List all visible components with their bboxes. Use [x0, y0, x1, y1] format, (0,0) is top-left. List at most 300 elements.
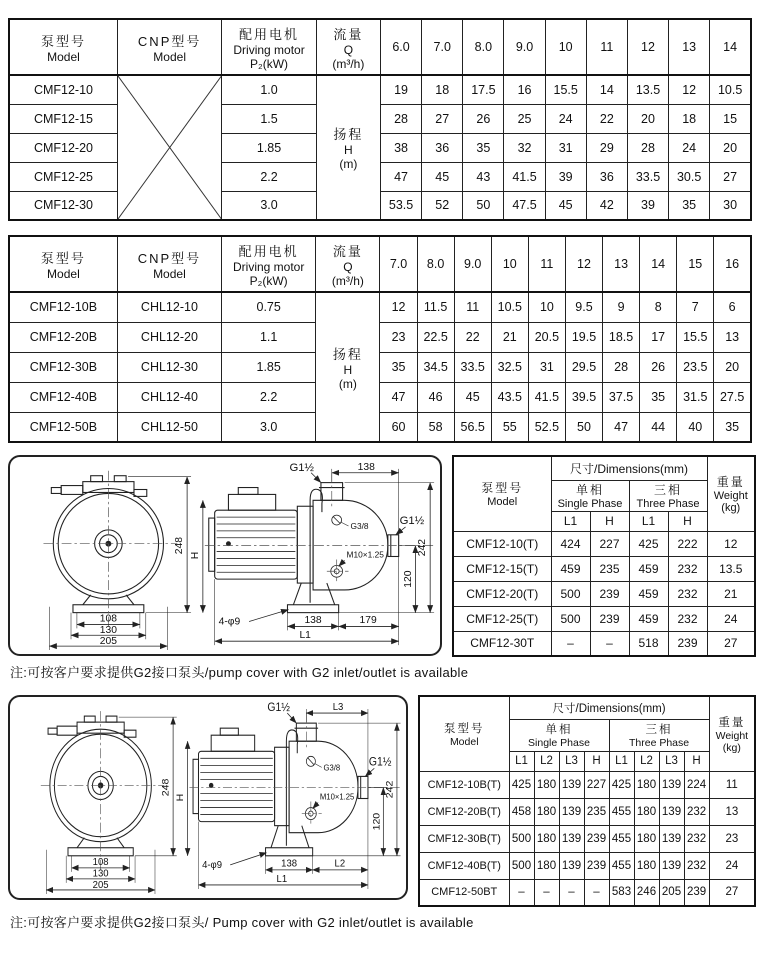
value-cell: 37.5 [603, 382, 640, 412]
t3-row [453, 531, 755, 556]
cross-out-x-icon [118, 76, 221, 219]
cnp-cell: CHL12-20 [117, 322, 221, 352]
value-cell: 180 [634, 852, 659, 879]
label-sp-cn: 单相 [575, 483, 604, 497]
value-cell: 60 [380, 412, 417, 442]
dimension-labels [93, 702, 396, 891]
model-cell: CMF12-20 [9, 133, 117, 162]
flow-header-cell: 7.0 [422, 19, 463, 75]
cnp-not-applicable-cell [117, 75, 221, 220]
dimensions-section-cmf12 [8, 455, 752, 657]
side-view [189, 713, 402, 856]
label-sp-en: Single Phase [528, 737, 590, 749]
value-cell: 19.5 [565, 322, 602, 352]
flow-header-cell: 8.0 [463, 19, 504, 75]
value-cell: 232 [668, 581, 707, 606]
dim-242-label: 242 [384, 780, 396, 799]
performance-table-cmf12 [8, 18, 752, 221]
value-cell: 23.5 [677, 352, 714, 382]
value-cell: 15.5 [545, 75, 586, 104]
flow-header-cell: 10 [491, 236, 528, 292]
note-g2-option-2: 注:可按客户要求提供G2接口泵头/ Pump cover with G2 inlet/outlet is available [10, 915, 474, 930]
t4-three-phase-header [609, 719, 709, 751]
value-cell: 35 [463, 133, 504, 162]
power-cell: 1.85 [222, 133, 316, 162]
t2-col-model [9, 236, 117, 292]
value-cell: 500 [551, 581, 590, 606]
value-cell: 33.5 [627, 162, 668, 191]
value-cell: 139 [659, 771, 684, 798]
value-cell: 16 [504, 75, 545, 104]
value-cell: 12 [380, 292, 417, 322]
value-cell: 10 [528, 292, 565, 322]
value-cell: 7 [677, 292, 714, 322]
value-cell: 583 [609, 879, 634, 906]
power-cell: 1.85 [222, 352, 316, 382]
dim-120-label: 120 [402, 570, 414, 588]
label-motor-cn: 配用电机 [238, 243, 299, 259]
dim-col-header: L1 [509, 751, 534, 771]
value-cell: 50 [463, 191, 504, 220]
value-cell: 10.5 [710, 75, 751, 104]
value-cell: 15 [710, 104, 751, 133]
label-motor-p2: P₂(kW) [249, 273, 288, 288]
dim-col-header: L1 [551, 511, 590, 531]
value-cell: 425 [629, 531, 668, 556]
side-view [205, 473, 436, 613]
t4-row [419, 798, 755, 825]
value-cell: 239 [590, 606, 629, 631]
value-cell: 24 [545, 104, 586, 133]
t1-col-model [9, 19, 117, 75]
value-cell: 180 [634, 771, 659, 798]
value-cell: 459 [629, 581, 668, 606]
label-cnp-cn: CNP型号 [137, 250, 202, 266]
value-cell: 180 [534, 825, 559, 852]
label-sp-cn: 单相 [545, 724, 573, 736]
dim-h-label: H [175, 793, 186, 802]
dim-col-header: H [668, 511, 707, 531]
label-cnp-cn: CNP型号 [137, 33, 202, 49]
label-head-h: H [343, 362, 353, 377]
flow-header-cell: 8.0 [417, 236, 454, 292]
value-cell: 232 [684, 798, 709, 825]
value-cell: 47 [603, 412, 640, 442]
label-head-cn: 扬程 [332, 346, 363, 362]
value-cell: 38 [380, 133, 421, 162]
value-cell: 31 [528, 352, 565, 382]
power-cell: 3.0 [222, 191, 316, 220]
port-top-label: G1½ [289, 461, 314, 474]
pump-drawing-box-1 [8, 455, 442, 656]
holes-label: 4-φ9 [218, 616, 241, 628]
value-cell: 180 [534, 852, 559, 879]
label-head-unit: (m) [339, 157, 358, 171]
model-cell: CMF12-40B(T) [419, 852, 509, 879]
power-cell: 1.0 [222, 75, 316, 104]
label-cnp-en: Model [153, 266, 186, 281]
t2-col-flow [316, 236, 380, 292]
value-cell: 15.5 [677, 322, 714, 352]
label-head-unit: (m) [338, 376, 357, 391]
t3-row [453, 581, 755, 606]
value-cell: 27 [422, 104, 463, 133]
t1-row [9, 75, 751, 104]
label-head-cn: 扬程 [333, 127, 364, 142]
label-model-cn: 泵型号 [40, 250, 86, 266]
label-tp-cn: 三相 [654, 483, 683, 497]
value-cell: 232 [684, 852, 709, 879]
model-cell: CMF12-50B [9, 412, 117, 442]
t4-col-weight [709, 696, 755, 771]
value-cell: – [584, 879, 609, 906]
dim-130-label: 130 [92, 867, 109, 880]
label-model-en: Model [449, 735, 479, 748]
value-cell: 31 [545, 133, 586, 162]
model-cell: CMF12-20(T) [453, 581, 551, 606]
t3-row [453, 606, 755, 631]
t4-row [419, 825, 755, 852]
dim-248-label: 248 [174, 537, 186, 555]
dim-top-label: L3 [332, 701, 344, 714]
value-cell: 30.5 [669, 162, 710, 191]
t4-dims-header: 尺寸/Dimensions(mm) [509, 696, 709, 719]
model-cell: CMF12-40B [9, 382, 117, 412]
value-cell: 28 [603, 352, 640, 382]
t3-header-row-1 [453, 456, 755, 480]
front-view [43, 471, 177, 627]
g38-label: G3/8 [323, 763, 341, 773]
head-axis-cell [316, 292, 380, 442]
value-cell: 458 [509, 798, 534, 825]
value-cell: 180 [634, 825, 659, 852]
value-cell: 23 [709, 825, 755, 852]
dim-col-header: L2 [534, 751, 559, 771]
value-cell: 32 [504, 133, 545, 162]
note-g2-option-1: 注:可按客户要求提供G2接口泵头/pump cover with G2 inlet/outlet is available [10, 665, 469, 680]
value-cell: 239 [584, 825, 609, 852]
value-cell: 455 [609, 825, 634, 852]
value-cell: 205 [659, 879, 684, 906]
value-cell: 40 [677, 412, 714, 442]
g38-label: G3/8 [350, 520, 369, 531]
value-cell: 232 [684, 825, 709, 852]
model-cell: CMF12-30B(T) [419, 825, 509, 852]
m10-label: M10×1.25 [346, 549, 384, 560]
value-cell: 36 [422, 133, 463, 162]
dim-108-label: 108 [99, 613, 118, 625]
flow-header-cell: 14 [710, 19, 751, 75]
label-weight-en: Weight [713, 490, 748, 503]
model-cell: CMF12-10B(T) [419, 771, 509, 798]
value-cell: 25 [504, 104, 545, 133]
model-cell: CMF12-50BT [419, 879, 509, 906]
model-cell: CMF12-10(T) [453, 531, 551, 556]
flow-header-cell: 6.0 [380, 19, 421, 75]
dim-l1-label: L1 [299, 630, 311, 642]
value-cell: 24 [707, 606, 755, 631]
model-cell: CMF12-20B [9, 322, 117, 352]
value-cell: 55 [491, 412, 528, 442]
value-cell: 20.5 [528, 322, 565, 352]
flow-header-cell: 13 [603, 236, 640, 292]
model-cell: CMF12-10 [9, 75, 117, 104]
value-cell: 52.5 [528, 412, 565, 442]
value-cell: 235 [590, 556, 629, 581]
value-cell: – [551, 631, 590, 656]
value-cell: 50 [565, 412, 602, 442]
label-flow-cn: 流量 [333, 26, 364, 42]
value-cell: 42 [586, 191, 627, 220]
t2-col-motor [222, 236, 316, 292]
value-cell: 41.5 [504, 162, 545, 191]
value-cell: 34.5 [417, 352, 454, 382]
value-cell: 12 [669, 75, 710, 104]
value-cell: 139 [659, 798, 684, 825]
value-cell: 22 [454, 322, 491, 352]
value-cell: 11.5 [417, 292, 454, 322]
label-flow-cn: 流量 [332, 243, 363, 259]
t1-col-flow [316, 19, 380, 75]
value-cell: 24 [669, 133, 710, 162]
label-motor-cn: 配用电机 [239, 26, 300, 42]
value-cell: 139 [559, 798, 584, 825]
t3-row [453, 631, 755, 656]
value-cell: 459 [629, 556, 668, 581]
model-cell: CMF12-10B [9, 292, 117, 322]
flow-header-cell: 12 [627, 19, 668, 75]
value-cell: 44 [640, 412, 677, 442]
value-cell: 455 [609, 798, 634, 825]
value-cell: – [509, 879, 534, 906]
value-cell: 26 [640, 352, 677, 382]
value-cell: 52 [422, 191, 463, 220]
value-cell: 24 [709, 852, 755, 879]
dim-205-label: 205 [92, 879, 109, 892]
value-cell: 23 [380, 322, 417, 352]
flow-header-cell: 11 [586, 19, 627, 75]
label-model-cn: 泵型号 [481, 481, 524, 496]
value-cell: 18 [669, 104, 710, 133]
model-cell: CMF12-25 [9, 162, 117, 191]
power-cell: 2.2 [222, 382, 316, 412]
model-cell: CMF12-30T [453, 631, 551, 656]
label-head-h: H [344, 143, 353, 157]
value-cell: 21 [491, 322, 528, 352]
value-cell: 13.5 [707, 556, 755, 581]
value-cell: 180 [634, 798, 659, 825]
t4-col-model [419, 696, 509, 771]
t3-col-weight [707, 456, 755, 531]
value-cell: 139 [659, 852, 684, 879]
power-cell: 0.75 [222, 292, 316, 322]
label-flow-q: Q [343, 259, 353, 274]
dim-col-header: L1 [629, 511, 668, 531]
t2-row [9, 382, 751, 412]
value-cell: 180 [534, 771, 559, 798]
value-cell: 18.5 [603, 322, 640, 352]
value-cell: 22.5 [417, 322, 454, 352]
value-cell: 232 [668, 606, 707, 631]
label-sp-en: Single Phase [557, 498, 623, 510]
value-cell: 222 [668, 531, 707, 556]
power-cell: 1.1 [222, 322, 316, 352]
pump-technical-drawing-1 [10, 457, 440, 654]
t4-row [419, 879, 755, 906]
dimensions-table-cmf12 [452, 455, 756, 657]
model-cell: CMF12-15(T) [453, 556, 551, 581]
t3-row [453, 556, 755, 581]
label-motor-p2: P₂(kW) [250, 56, 289, 71]
value-cell: 455 [609, 852, 634, 879]
value-cell: 39 [627, 191, 668, 220]
label-weight-unit: (kg) [722, 741, 741, 754]
value-cell: 227 [584, 771, 609, 798]
value-cell: 18 [422, 75, 463, 104]
value-cell: 33.5 [454, 352, 491, 382]
dim-col-header: L1 [609, 751, 634, 771]
value-cell: 45 [545, 191, 586, 220]
value-cell: 13.5 [627, 75, 668, 104]
label-tp-cn: 三相 [645, 724, 673, 736]
t1-header-row [9, 19, 751, 75]
dimensions-table-cmf12b [418, 695, 756, 907]
value-cell: 139 [559, 825, 584, 852]
value-cell: 28 [627, 133, 668, 162]
front-view [41, 711, 164, 870]
flow-header-cell: 11 [528, 236, 565, 292]
value-cell: 36 [586, 162, 627, 191]
dim-b1-label: 138 [281, 857, 298, 870]
value-cell: 425 [509, 771, 534, 798]
label-model-en: Model [47, 49, 80, 64]
cnp-cell: CHL12-10 [117, 292, 221, 322]
value-cell: 20 [627, 104, 668, 133]
value-cell: 139 [659, 825, 684, 852]
value-cell: 459 [629, 606, 668, 631]
value-cell: 139 [559, 771, 584, 798]
dim-120-label: 120 [371, 812, 383, 831]
power-cell: 1.5 [222, 104, 316, 133]
label-weight-en: Weight [715, 729, 749, 742]
label-flow-unit: (m³/h) [331, 273, 364, 288]
t4-row [419, 852, 755, 879]
value-cell: 17.5 [463, 75, 504, 104]
dim-col-header: H [590, 511, 629, 531]
t2-row [9, 322, 751, 352]
power-cell: 3.0 [222, 412, 316, 442]
label-flow-q: Q [343, 42, 354, 57]
t3-dims-header: 尺寸/Dimensions(mm) [551, 456, 707, 480]
dimension-labels [100, 462, 428, 647]
value-cell: 43.5 [491, 382, 528, 412]
value-cell: 22 [586, 104, 627, 133]
dim-205-label: 205 [99, 636, 118, 648]
port-side-label: G1½ [399, 514, 425, 527]
value-cell: 459 [551, 556, 590, 581]
cnp-cell: CHL12-30 [117, 352, 221, 382]
value-cell: 239 [590, 581, 629, 606]
pump-technical-drawing-2 [10, 697, 406, 898]
value-cell: 239 [584, 852, 609, 879]
t4-single-phase-header [509, 719, 609, 751]
value-cell: 13 [714, 322, 751, 352]
value-cell: 500 [509, 825, 534, 852]
model-cell: CMF12-30B [9, 352, 117, 382]
value-cell: 227 [590, 531, 629, 556]
t3-three-phase-header [629, 480, 707, 511]
port-side-label: G1½ [368, 755, 392, 769]
dim-130-label: 130 [99, 624, 118, 636]
value-cell: 424 [551, 531, 590, 556]
value-cell: 39 [545, 162, 586, 191]
value-cell: 10.5 [491, 292, 528, 322]
power-cell: 2.2 [222, 162, 316, 191]
label-tp-en: Three Phase [628, 737, 690, 749]
t1-col-motor [222, 19, 316, 75]
model-cell: CMF12-20B(T) [419, 798, 509, 825]
value-cell: 6 [714, 292, 751, 322]
holes-label: 4-φ9 [202, 859, 223, 872]
m10-label: M10×1.25 [319, 792, 355, 802]
model-cell: CMF12-25(T) [453, 606, 551, 631]
value-cell: 239 [668, 631, 707, 656]
value-cell: 20 [714, 352, 751, 382]
label-tp-en: Three Phase [636, 498, 700, 510]
value-cell: 32.5 [491, 352, 528, 382]
flow-header-cell: 16 [714, 236, 751, 292]
model-cell: CMF12-15 [9, 104, 117, 133]
flow-header-cell: 10 [545, 19, 586, 75]
dim-248-label: 248 [161, 778, 172, 797]
value-cell: 518 [629, 631, 668, 656]
value-cell: 9 [603, 292, 640, 322]
dim-col-header: L3 [559, 751, 584, 771]
value-cell: 31.5 [677, 382, 714, 412]
value-cell: 58 [417, 412, 454, 442]
value-cell: 47.5 [504, 191, 545, 220]
t1-col-cnp [117, 19, 221, 75]
value-cell: 53.5 [380, 191, 421, 220]
value-cell: 11 [709, 771, 755, 798]
value-cell: 39.5 [565, 382, 602, 412]
flow-header-cell: 9.0 [454, 236, 491, 292]
flow-header-cell: 13 [669, 19, 710, 75]
value-cell: 12 [707, 531, 755, 556]
dim-b2-label: L2 [334, 857, 346, 870]
cnp-cell: CHL12-50 [117, 412, 221, 442]
t4-row [419, 771, 755, 798]
value-cell: 239 [684, 879, 709, 906]
value-cell: 26 [463, 104, 504, 133]
value-cell: – [559, 879, 584, 906]
dim-col-header: L3 [659, 751, 684, 771]
value-cell: – [590, 631, 629, 656]
value-cell: 35 [714, 412, 751, 442]
label-weight-unit: (kg) [721, 502, 741, 515]
value-cell: 27.5 [714, 382, 751, 412]
value-cell: 45 [454, 382, 491, 412]
flow-header-cell: 15 [677, 236, 714, 292]
value-cell: 47 [380, 382, 417, 412]
label-model-en: Model [47, 266, 80, 281]
t2-row [9, 292, 751, 322]
value-cell: 13 [709, 798, 755, 825]
flow-header-cell: 12 [565, 236, 602, 292]
value-cell: 27 [707, 631, 755, 656]
t4-header-row-1 [419, 696, 755, 719]
value-cell: 224 [684, 771, 709, 798]
